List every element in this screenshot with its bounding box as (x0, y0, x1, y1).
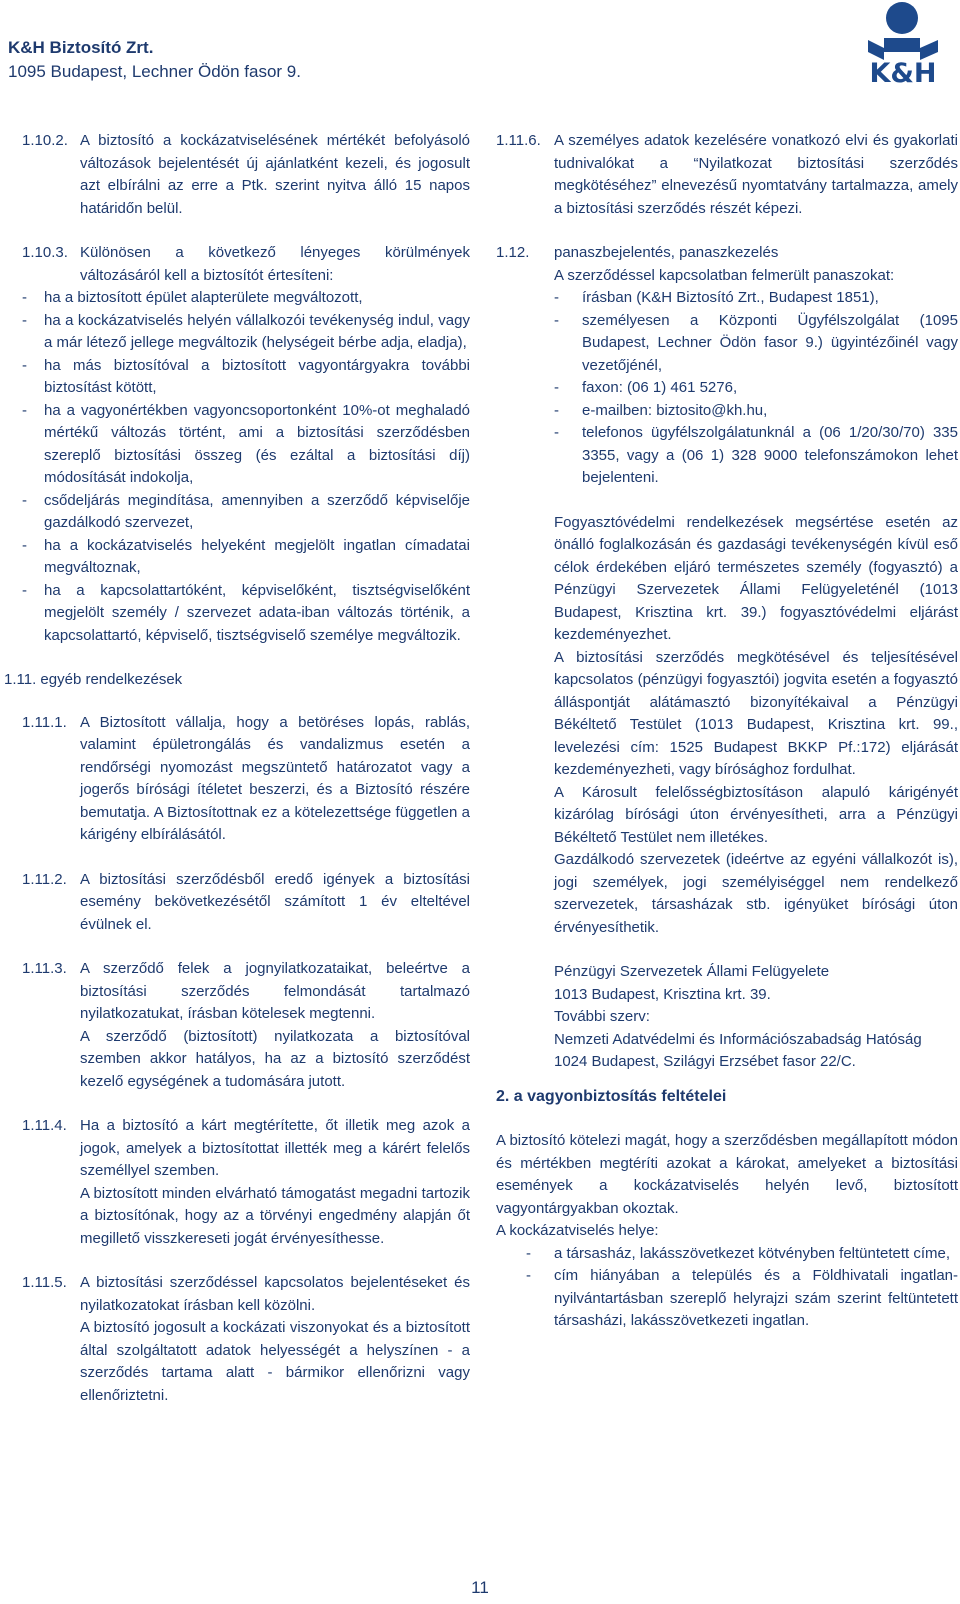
clause-paragraph: Gazdálkodó szervezetek (ideértve az egyéni vállalkozót is), jogi személyek, jogi személyiséggel nem rendelkező szervezetek, társasházak stb. igényüket bírósági úton érvényesíthetik. (554, 851, 958, 936)
company-address: 1095 Budapest, Lechner Ödön fasor 9. (8, 62, 301, 81)
section-heading-1-11: 1.11. egyéb rendelkezések (4, 671, 183, 688)
list-item: - e-mailben: biztosito@kh.hu, (554, 401, 768, 419)
address-line: 1013 Budapest, Krisztina krt. 39. (554, 985, 771, 1003)
list-item: - a társasház, lakásszövetkezet kötvényben feltüntetett címe, (526, 1244, 951, 1262)
clause-1-11-1 (22, 712, 470, 847)
list-item: - faxon: (06 1) 461 5276, (554, 379, 738, 396)
clause-number: 1.11.1. (22, 713, 67, 731)
list-item: - ha a kockázatviselés helyén vállalkozói tevékenység indul, vagy a már létező jellege megváltozik (helységeit bérbe adja, eladja), (22, 311, 470, 351)
clause-text: Különösen a következő lényeges körülmények változásáról kell a biztosítót értesíteni: (80, 244, 470, 284)
clause-text: A szerződő felek a jognyilatkozataikat, beleértve a biztosítási szerződés felmondását tartalmazó nyilatkozatukat, írásban kötelesek megtenni. (80, 960, 470, 1022)
clause-number: 1.12. (496, 244, 530, 261)
page-number: 11 (471, 1578, 489, 1597)
clause-number: 1.11.6. (496, 132, 541, 149)
left-column (4, 130, 470, 1429)
clause-1-12 (496, 242, 958, 1074)
list-item: - ha a vagyonértékben vagyoncsoportonként 10%-ot meghaladó mértékű változás történt, ami a biztosítási szerződésben szereplő biztosítási összeg (és ezáltal a biztosítási díj) módosítását indokolja, (22, 401, 470, 486)
list-item: - telefonos ügyfélszolgálatunknál a (06 1/20/30/70) 335 3355, vagy a (06 1) 328 9000 telefonszámokon lehet bejelenteni. (554, 424, 958, 486)
clause-1-11-4 (22, 1115, 470, 1250)
list-item: - cím hiányában a település és a Földhivatali ingatlan-nyilvántartásban szereplő helyrajzi szám szerint feltüntetett társasházi, lakásszövetkezeti ingatlan. (526, 1267, 958, 1329)
svg-text:K&H: K&H (869, 58, 937, 89)
clause-text: A biztosító jogosult a kockázati viszonyokat és a biztosított által szolgáltatott adatok helyességét a helyszínen - a szerződés tartama alatt - bármikor ellenőrizni vagy ellenőriztetni. (80, 1319, 470, 1404)
clause-1-11-2 (22, 869, 470, 937)
section-heading-2: 2. a vagyonbiztosítás feltételei (496, 1087, 727, 1105)
list-item: - ha a biztosított épület alapterülete megváltozott, (22, 289, 363, 306)
clause-1-10-2 (22, 130, 470, 220)
list-item: - ha a kockázatviselés helyeként megjelölt ingatlan címadatai megváltoznak, (22, 536, 470, 576)
list-item: - írásban (K&H Biztosító Zrt., Budapest 1851), (554, 289, 879, 306)
clause-text: A szerződő (biztosított) nyilatkozata a biztosítóval szemben akkor hatályos, ha az a biztosító szerződést kezelő egységének a tudomására jutott. (80, 1027, 470, 1090)
clause-text: A biztosító a kockázatviselésének mértékét befolyásoló változások bejelentését új ajánlatként kezeli, és jogosult azt elbírálni az erre a Ptk. szerint nyitva álló 15 napos határidőn belül. (80, 132, 470, 217)
clause-number: 1.11.4. (22, 1117, 67, 1134)
right-column (496, 130, 958, 1333)
clause-1-10-3 (22, 242, 470, 287)
clause-title: panaszbejelentés, panaszkezelés (554, 244, 779, 261)
clause-1-11-3 (22, 958, 470, 1093)
clause-text: A személyes adatok kezelésére vonatkozó elvi és gyakorlati tudnivalókat a “Nyilatkozat biztosítási szerződés megkötéséhez” elnevezésű nyomtatvány tartalmazza, amely a biztosítási szerződés részét képezi. (554, 132, 958, 217)
clause-text: A biztosítási szerződéssel kapcsolatos bejelentéseket és nyilatkozatokat írásban kell közölni. (80, 1274, 470, 1314)
address-line: 1024 Budapest, Szilágyi Erzsébet fasor 22/C. (554, 1053, 856, 1070)
address-line: Pénzügyi Szervezetek Állami Felügyelete (554, 963, 830, 980)
clause-1-11-5 (22, 1272, 470, 1407)
clause-paragraph: Fogyasztóvédelmi rendelkezések megsértése esetén az önálló foglalkozásán és gazdasági tevékenységén kívül eső célok érdekében eljáró természetes személy (fogyasztó) a Pénzügyi Szervezetek Állami Felügyeleténél (1013 Budapest, Krisztina krt. 39.) fogyasztóvédelmi eljárást kezdeményezhet. (554, 513, 958, 643)
clause-number: 1.11.3. (22, 960, 67, 977)
address-line: További szerv: (554, 1008, 650, 1025)
clause-text: Ha a biztosító a kárt megtérítette, őt illetik meg azok a jogok, amelyek a biztosítottat illették meg a kárért felelős személlyel szemben. (80, 1117, 470, 1179)
list-item: - ha a kapcsolattartóként, képviselőként, tisztségviselőként megjelölt személy / szervezet adata-iban változás történik, a kapcsolattartó, képviselő, tisztségviselő személye megváltozik. (22, 581, 470, 644)
clause-text: A biztosított minden elvárható támogatást megadni tartozik a biztosítónak, hogy az a törvényi engedmény alapján őt megillető visszkereseti jogát érvényesíthesse. (80, 1184, 470, 1247)
company-name: K&H Biztosító Zrt. (8, 38, 154, 57)
clause-text: A biztosítási szerződésből eredő igények a biztosítási esemény bekövetkezésétől számított 1 év elteltével évülnek el. (80, 870, 470, 933)
clause-1-11-6 (496, 130, 958, 220)
section-paragraph: A biztosító kötelezi magát, hogy a szerződésben megállapított módon és mértékben megtéríti azokat a károkat, amelyeket a biztosítási események a kockázatviselés helyén levő, biztosított vagyontárgyakban okoztak. (496, 1132, 958, 1217)
list-item: - ha más biztosítóval a biztosított vagyontárgyakra további biztosítást kötött, (22, 356, 470, 396)
clause-number: 1.11.2. (22, 870, 67, 888)
kh-logo-icon (848, 0, 958, 90)
page-header (0, 0, 960, 110)
clause-paragraph: A Károsult felelősségbiztosításon alapuló kárigényét kizárólag bírósági úton érvényesítheti, arra a Pénzügyi Békéltető Testület nem illetékes. (554, 783, 958, 846)
clause-number: 1.10.2. (22, 132, 68, 149)
list-item: - személyesen a Központi Ügyfélszolgálat (1095 Budapest, Lechner Ödön fasor 9.) ügyintézőinél vagy vezetőjénél, (554, 311, 958, 374)
clause-1-10-3-list (22, 287, 470, 647)
clause-number: 1.10.3. (22, 244, 68, 261)
clause-paragraph: A biztosítási szerződés megkötésével és teljesítésével kapcsolatos (pénzügyi fogyasztói) jogvita esetén a fogyasztó álláspontját alátámasztó bizonyítékaival a Pénzügyi Békéltető Testület (1013 Budapest, Krisztina krt. 99., levelezési cím: 1525 Budapest BKKP Pf.:172) eljárását kezdeményezheti, vagy bírósághoz fordulhat. (554, 648, 958, 778)
address-line: Nemzeti Adatvédelmi és Információszabadság Hatóság (554, 1030, 922, 1048)
list-item: - csődeljárás megindítása, amennyiben a szerződő képviselője gazdálkodó szervezet, (22, 491, 470, 531)
section-paragraph: A kockázatviselés helye: (496, 1222, 659, 1239)
clause-text: A Biztosított vállalja, hogy a betöréses lopás, rablás, valamint épületrongálás és vandalizmus esetén a rendőrségi nyomozást megszüntető határozatot vagy a jogerős bírósági ítéletet beszerzi, és a Biztosító részére bemutatja. A Biztosítottnak ez a kötelezettsége független a kárigény elbírálásától. (80, 713, 470, 843)
clause-text: A szerződéssel kapcsolatban felmerült panaszokat: (554, 266, 895, 284)
clause-number: 1.11.5. (22, 1274, 67, 1291)
